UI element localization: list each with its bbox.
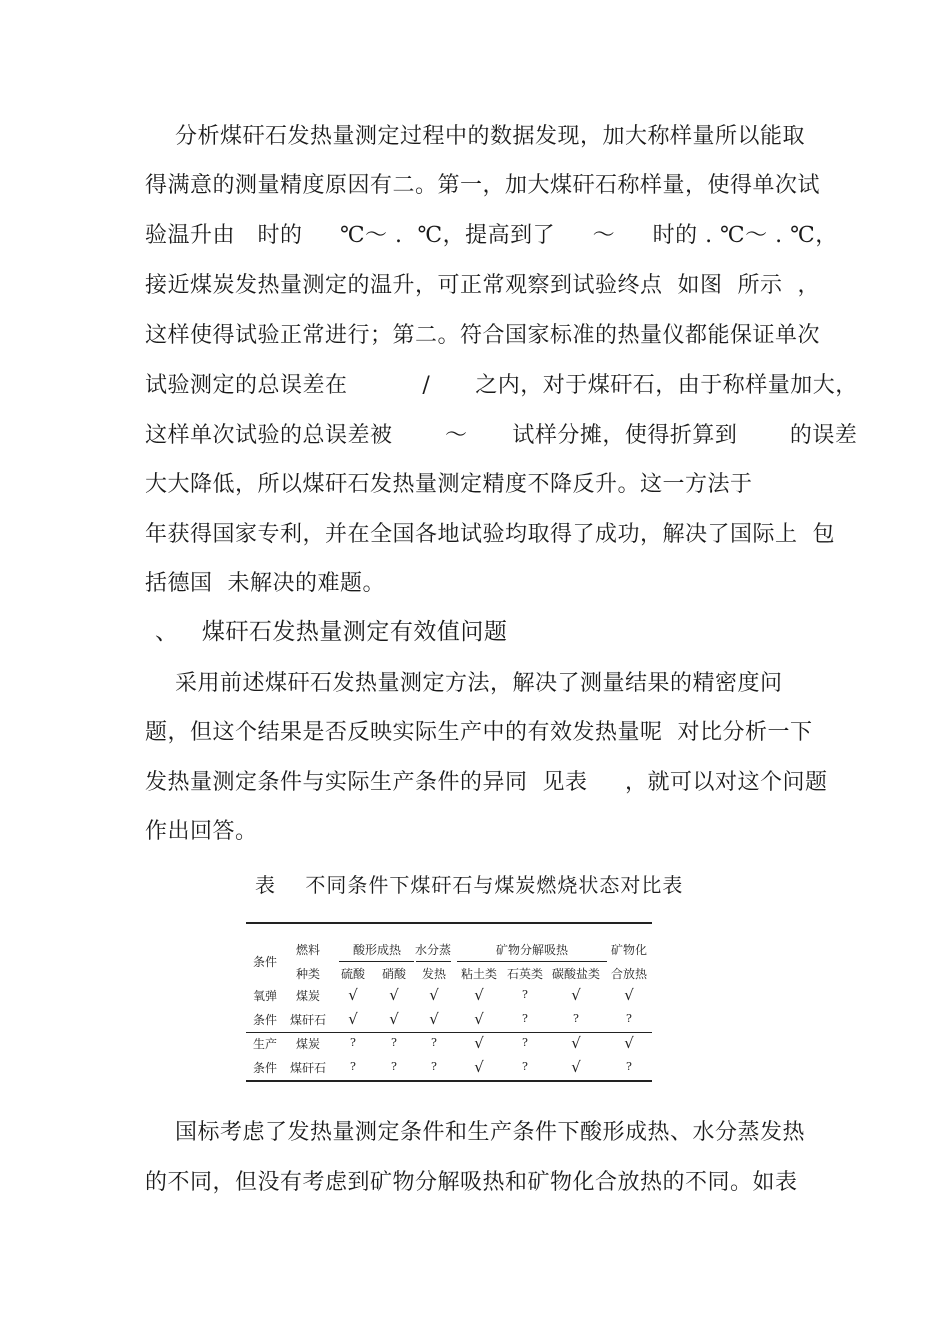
- table-cell: √: [474, 1010, 484, 1028]
- table-cell: √: [389, 986, 399, 1004]
- paragraph-3-line-2: 的不同，但没有考虑到矿物分解吸热和矿物化合放热的不同。如表: [145, 1170, 798, 1195]
- table-cell: ?: [391, 1036, 397, 1049]
- table-cell: ?: [626, 1060, 632, 1073]
- table-cell: √: [348, 1010, 358, 1028]
- table-cell: √: [348, 986, 358, 1004]
- table-cell: √: [571, 1034, 581, 1052]
- header-acid-heat: 酸形成热: [352, 943, 401, 957]
- table-top-rule: [246, 922, 652, 924]
- table-cell: ?: [431, 1060, 437, 1073]
- table-cell: √: [429, 986, 439, 1004]
- paragraph-2-line-4: 作出回答。: [145, 819, 258, 844]
- header-underline-water: [416, 961, 451, 962]
- table-cell: √: [474, 1034, 484, 1052]
- paragraph-2-line-3: 发热量测定条件与实际生产条件的异同 见表 ，就可以对这个问题: [145, 770, 828, 795]
- header-water-evap: 水分蒸: [414, 943, 451, 957]
- subheader-quartz: 石英类: [506, 967, 543, 981]
- table-cell: √: [389, 1010, 399, 1028]
- paragraph-2-line-1: 采用前述煤矸石发热量测定方法，解决了测量结果的精密度问: [145, 671, 783, 696]
- table-cell: ?: [350, 1036, 356, 1049]
- table-cell: ?: [573, 1012, 579, 1025]
- table-bottom-rule: [246, 1080, 652, 1082]
- row-group-2-line-2: 条件: [252, 1061, 277, 1075]
- paragraph-3-line-1: 国标考虑了发热量测定条件和生产条件下酸形成热、水分蒸发热: [145, 1120, 805, 1145]
- table-cell: ?: [522, 1012, 528, 1025]
- table-group-rule: [246, 1032, 652, 1033]
- table-fuel-cell: 煤矸石: [289, 1013, 326, 1027]
- subheader-carbonate: 碳酸盐类: [551, 967, 600, 981]
- table-cell: √: [429, 1010, 439, 1028]
- paragraph-1-line-6: 试验测定的总误差在 / 之内，对于煤矸石，由于称样量加大，: [145, 373, 858, 398]
- table-fuel-cell: 煤炭: [295, 1037, 320, 1051]
- table-cell: ?: [522, 988, 528, 1001]
- paragraph-1-line-2: 得满意的测量精度原因有二。第一，加大煤矸石称样量，使得单次试: [145, 173, 821, 198]
- table-cell: ?: [626, 1012, 632, 1025]
- header-fuel-line-2: 种类: [295, 967, 320, 981]
- subheader-nitric: 硝酸: [381, 967, 406, 981]
- table-cell: √: [474, 986, 484, 1004]
- header-fuel-line-1: 燃料: [295, 943, 320, 957]
- paragraph-1-line-7: 这样单次试验的总误差被 ～ 试样分摊，使得折算到 的误差: [145, 423, 858, 448]
- table-cell: √: [571, 1058, 581, 1076]
- subheader-sulfuric: 硫酸: [340, 967, 365, 981]
- header-mineralization: 矿物化: [610, 943, 647, 957]
- paragraph-1-line-8: 大大降低，所以煤矸石发热量测定精度不降反升。这一方法于: [145, 472, 753, 497]
- paragraph-1-line-4: 接近煤炭发热量测定的温升，可正常观察到试验终点 如图 所示 ，: [145, 273, 820, 298]
- paragraph-1-line-9: 年获得国家专利，并在全国各地试验均取得了成功，解决了国际上 包: [145, 522, 835, 547]
- table-cell: ?: [431, 1036, 437, 1049]
- table-fuel-cell: 煤炭: [295, 989, 320, 1003]
- paragraph-2-line-2: 题，但这个结果是否反映实际生产中的有效发热量呢 对比分析一下: [145, 720, 813, 745]
- table-caption: 表 不同条件下煤矸石与煤炭燃烧状态对比表: [255, 873, 684, 897]
- row-group-2-line-1: 生产: [252, 1037, 277, 1051]
- header-underline-acid: [339, 961, 414, 962]
- table-cell: ?: [391, 1060, 397, 1073]
- header-mineral-decomp: 矿物分解吸热: [495, 943, 568, 957]
- header-condition: 条件: [252, 955, 277, 969]
- paragraph-1-line-1: 分析煤矸石发热量测定过程中的数据发现，加大称样量所以能取: [145, 124, 805, 149]
- paragraph-1-line-3: 验温升由 时的 ℃～ . ℃，提高到了 ～ 时的 . ℃～ . ℃，: [145, 223, 838, 248]
- paragraph-1-line-5: 这样使得试验正常进行；第二。符合国家标准的热量仪都能保证单次: [145, 323, 821, 348]
- paragraph-1-line-10: 括德国 未解决的难题。: [145, 571, 385, 596]
- subheader-exothermic: 合放热: [610, 967, 647, 981]
- table-cell: √: [474, 1058, 484, 1076]
- subheader-evap-heat: 发热: [421, 967, 446, 981]
- table-cell: ?: [522, 1060, 528, 1073]
- table-cell: √: [624, 986, 634, 1004]
- table-cell: √: [571, 986, 581, 1004]
- row-group-1-line-2: 条件: [252, 1013, 277, 1027]
- row-group-1-line-1: 氧弹: [252, 989, 277, 1003]
- subheader-clay: 粘土类: [460, 967, 497, 981]
- table-cell: ?: [522, 1036, 528, 1049]
- table-cell: √: [624, 1034, 634, 1052]
- header-underline-mineral: [457, 961, 607, 962]
- section-heading: 、 煤矸石发热量测定有效值问题: [155, 619, 508, 645]
- table-cell: ?: [350, 1060, 356, 1073]
- table-fuel-cell: 煤矸石: [289, 1061, 326, 1075]
